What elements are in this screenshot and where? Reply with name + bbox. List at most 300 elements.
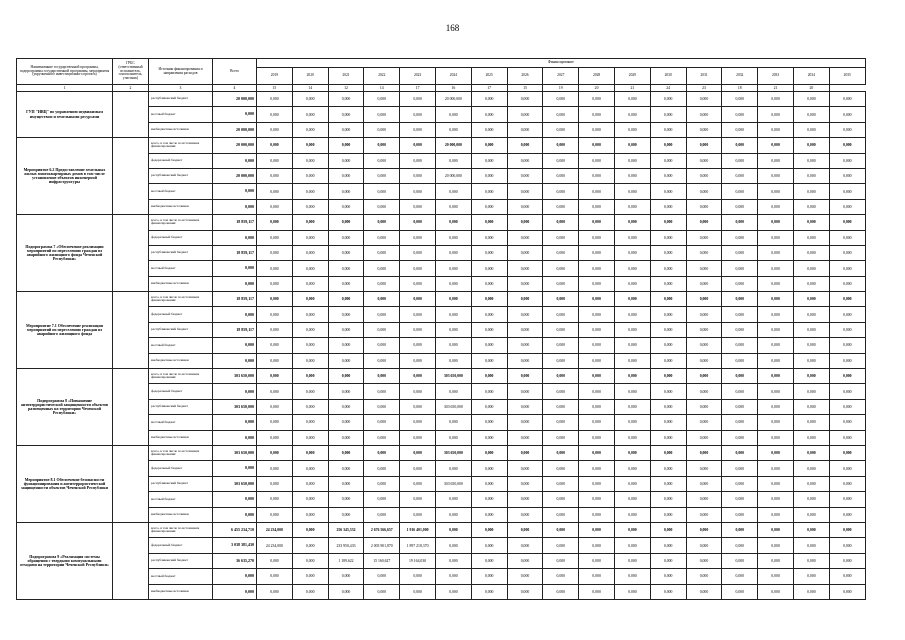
year-value-cell: 0,000	[758, 569, 794, 584]
year-value-cell: 0,000	[257, 276, 293, 291]
year-value-cell: 0,000	[471, 384, 507, 399]
year-value-cell: 0,000	[257, 415, 293, 430]
year-value-cell: 0,000	[686, 399, 722, 414]
year-value-cell: 0,000	[758, 492, 794, 507]
year-value-cell: 0,000	[364, 168, 400, 183]
year-value-cell: 0,000	[292, 168, 328, 183]
total-cell: 20 000,000	[213, 138, 257, 153]
year-value-cell: 0,000	[292, 569, 328, 584]
program-name: Подпрограмма 9 «Реализация системы обращения с твердыми коммунальными отходами на территории Чеченской Республики»	[17, 522, 113, 599]
year-value-cell: 0,000	[435, 276, 471, 291]
year-value-cell: 0,000	[435, 307, 471, 322]
year-value-cell: 0,000	[722, 107, 758, 122]
header-year: 2019	[257, 68, 293, 85]
column-index: 1	[17, 85, 113, 92]
year-value-cell: 0,000	[328, 215, 364, 230]
year-value-cell: 0,000	[543, 122, 579, 137]
year-value-cell: 0,000	[579, 261, 615, 276]
year-value-cell: 0,000	[758, 122, 794, 137]
year-value-cell: 0,000	[257, 199, 293, 214]
year-value-cell: 0,000	[758, 184, 794, 199]
year-value-cell: 0,000	[650, 461, 686, 476]
year-value-cell: 0,000	[292, 415, 328, 430]
header-year: 2024	[435, 68, 471, 85]
year-value-cell: 0,000	[435, 122, 471, 137]
year-value-cell: 0,000	[793, 184, 829, 199]
year-value-cell: 0,000	[758, 138, 794, 153]
year-value-cell: 0,000	[328, 399, 364, 414]
year-value-cell: 0,000	[257, 445, 293, 460]
year-value-cell: 0,000	[400, 353, 436, 368]
year-value-cell: 0,000	[471, 492, 507, 507]
year-value-cell: 0,000	[507, 276, 543, 291]
year-value-cell: 0,000	[829, 430, 865, 445]
column-index: 18	[722, 85, 758, 92]
year-value-cell: 0,000	[793, 584, 829, 599]
year-value-cell: 0,000	[328, 245, 364, 260]
total-cell: 303 650,000	[213, 369, 257, 384]
year-value-cell: 0,000	[722, 538, 758, 553]
funding-source: местный бюджет	[149, 184, 213, 199]
year-value-cell: 0,000	[650, 122, 686, 137]
year-value-cell: 1 916 401,000	[400, 522, 436, 537]
header-year: 2031	[686, 68, 722, 85]
total-cell: 18 859,117	[213, 322, 257, 337]
program-name: ГУП "ИВЦ" по управлению недвижимым имуществом и земельными ресурсами	[17, 92, 113, 138]
column-index: 16	[435, 85, 471, 92]
year-value-cell: 0,000	[829, 92, 865, 107]
year-value-cell: 0,000	[579, 415, 615, 430]
total-cell: 0,000	[213, 276, 257, 291]
year-value-cell: 0,000	[328, 230, 364, 245]
funding-source: федеральный бюджет	[149, 307, 213, 322]
funding-source: республиканский бюджет	[149, 168, 213, 183]
year-value-cell: 0,000	[722, 307, 758, 322]
year-value-cell: 0,000	[686, 522, 722, 537]
year-value-cell: 0,000	[758, 338, 794, 353]
year-value-cell: 0,000	[722, 338, 758, 353]
header-year: 2020	[292, 68, 328, 85]
year-value-cell: 0,000	[614, 138, 650, 153]
year-value-cell: 0,000	[614, 184, 650, 199]
year-value-cell: 0,000	[650, 230, 686, 245]
funding-source: федеральный бюджет	[149, 538, 213, 553]
year-value-cell: 0,000	[543, 261, 579, 276]
year-value-cell: 0,000	[614, 199, 650, 214]
funding-source: всего, в том числе по источникам финансирования:	[149, 369, 213, 384]
year-value-cell: 0,000	[686, 153, 722, 168]
year-value-cell: 0,000	[722, 507, 758, 522]
year-value-cell: 0,000	[614, 215, 650, 230]
year-value-cell: 0,000	[829, 369, 865, 384]
year-value-cell: 0,000	[614, 353, 650, 368]
column-index-row	[17, 85, 866, 92]
year-value-cell: 0,000	[650, 522, 686, 537]
year-value-cell: 0,000	[722, 184, 758, 199]
column-index: 23	[686, 85, 722, 92]
total-cell: 18 859,117	[213, 292, 257, 307]
year-value-cell: 0,000	[507, 522, 543, 537]
year-value-cell: 20 000,000	[435, 92, 471, 107]
column-index: 12	[328, 85, 364, 92]
year-value-cell: 0,000	[507, 461, 543, 476]
year-value-cell: 0,000	[364, 122, 400, 137]
year-value-cell: 0,000	[292, 507, 328, 522]
year-value-cell: 0,000	[793, 569, 829, 584]
year-value-cell: 0,000	[758, 230, 794, 245]
year-value-cell: 0,000	[758, 153, 794, 168]
year-value-cell: 0,000	[793, 553, 829, 568]
funding-source: внебюджетные источники	[149, 353, 213, 368]
total-cell: 303 650,000	[213, 399, 257, 414]
header-year: 2023	[400, 68, 436, 85]
year-value-cell: 0,000	[650, 569, 686, 584]
year-value-cell: 0,000	[758, 92, 794, 107]
year-value-cell: 0,000	[292, 522, 328, 537]
year-value-cell: 0,000	[364, 584, 400, 599]
year-value-cell: 0,000	[758, 430, 794, 445]
column-index: 21	[614, 85, 650, 92]
year-value-cell: 0,000	[400, 399, 436, 414]
year-value-cell: 0,000	[686, 353, 722, 368]
year-value-cell: 0,000	[364, 461, 400, 476]
year-value-cell: 1 189,622	[328, 553, 364, 568]
year-value-cell: 0,000	[328, 492, 364, 507]
year-value-cell: 0,000	[292, 353, 328, 368]
year-value-cell: 0,000	[758, 461, 794, 476]
year-value-cell: 0,000	[650, 92, 686, 107]
year-value-cell: 0,000	[650, 199, 686, 214]
year-value-cell: 0,000	[471, 276, 507, 291]
year-value-cell: 0,000	[400, 215, 436, 230]
year-value-cell: 0,000	[471, 245, 507, 260]
year-value-cell: 0,000	[686, 430, 722, 445]
year-value-cell: 0,000	[543, 399, 579, 414]
year-value-cell: 0,000	[722, 153, 758, 168]
funding-source: внебюджетные источники	[149, 199, 213, 214]
year-value-cell: 0,000	[257, 384, 293, 399]
header-year: 2025	[471, 68, 507, 85]
year-value-cell: 0,000	[543, 276, 579, 291]
funding-source: местный бюджет	[149, 569, 213, 584]
year-value-cell: 0,000	[793, 168, 829, 183]
year-value-cell: 0,000	[829, 569, 865, 584]
year-value-cell: 0,000	[292, 307, 328, 322]
year-value-cell: 0,000	[435, 538, 471, 553]
year-value-cell: 0,000	[614, 569, 650, 584]
year-value-cell: 0,000	[328, 384, 364, 399]
year-value-cell: 0,000	[543, 215, 579, 230]
year-value-cell: 0,000	[364, 245, 400, 260]
header-year: 2022	[364, 68, 400, 85]
year-value-cell: 0,000	[829, 199, 865, 214]
year-value-cell: 0,000	[686, 584, 722, 599]
year-value-cell: 0,000	[471, 553, 507, 568]
year-value-cell: 0,000	[292, 199, 328, 214]
year-value-cell: 0,000	[507, 384, 543, 399]
year-value-cell: 0,000	[829, 215, 865, 230]
total-cell: 0,000	[213, 184, 257, 199]
year-value-cell: 0,000	[722, 199, 758, 214]
year-value-cell: 0,000	[400, 384, 436, 399]
year-value-cell: 0,000	[543, 430, 579, 445]
year-value-cell: 0,000	[758, 107, 794, 122]
year-value-cell: 0,000	[507, 230, 543, 245]
year-value-cell: 0,000	[758, 276, 794, 291]
year-value-cell: 0,000	[829, 522, 865, 537]
year-value-cell: 0,000	[257, 261, 293, 276]
total-cell: 20 000,000	[213, 168, 257, 183]
column-index: 14	[364, 85, 400, 92]
year-value-cell: 0,000	[543, 292, 579, 307]
year-value-cell: 0,000	[686, 122, 722, 137]
year-value-cell: 0,000	[579, 476, 615, 491]
year-value-cell: 0,000	[614, 507, 650, 522]
year-value-cell: 0,000	[829, 445, 865, 460]
year-value-cell: 0,000	[328, 445, 364, 460]
funding-source: федеральный бюджет	[149, 153, 213, 168]
year-value-cell: 0,000	[400, 122, 436, 137]
year-value-cell: 0,000	[292, 584, 328, 599]
year-value-cell: 0,000	[650, 384, 686, 399]
year-value-cell: 0,000	[364, 307, 400, 322]
year-value-cell: 0,000	[829, 184, 865, 199]
year-value-cell: 0,000	[257, 553, 293, 568]
year-value-cell: 0,000	[435, 292, 471, 307]
year-value-cell: 0,000	[292, 553, 328, 568]
header-year: 2034	[793, 68, 829, 85]
year-value-cell: 0,000	[292, 184, 328, 199]
year-value-cell: 0,000	[793, 138, 829, 153]
year-value-cell: 0,000	[614, 230, 650, 245]
year-value-cell: 0,000	[793, 261, 829, 276]
year-value-cell: 0,000	[435, 322, 471, 337]
year-value-cell: 0,000	[722, 569, 758, 584]
year-value-cell: 0,000	[686, 199, 722, 214]
year-value-cell: 0,000	[829, 307, 865, 322]
year-value-cell: 0,000	[722, 445, 758, 460]
year-value-cell: 0,000	[686, 369, 722, 384]
year-value-cell: 0,000	[435, 461, 471, 476]
year-value-cell: 0,000	[579, 292, 615, 307]
year-value-cell: 0,000	[400, 445, 436, 460]
year-value-cell: 0,000	[579, 369, 615, 384]
year-value-cell: 0,000	[650, 369, 686, 384]
year-value-cell: 0,000	[758, 415, 794, 430]
funding-source: внебюджетные источники	[149, 507, 213, 522]
year-value-cell: 0,000	[364, 199, 400, 214]
total-cell: 18 859,117	[213, 245, 257, 260]
year-value-cell: 0,000	[400, 153, 436, 168]
year-value-cell: 0,000	[758, 507, 794, 522]
year-value-cell: 0,000	[400, 261, 436, 276]
year-value-cell: 0,000	[471, 569, 507, 584]
funding-source: республиканский бюджет	[149, 399, 213, 414]
year-value-cell: 0,000	[364, 138, 400, 153]
year-value-cell: 0,000	[722, 522, 758, 537]
year-value-cell: 0,000	[471, 584, 507, 599]
year-value-cell: 0,000	[793, 507, 829, 522]
year-value-cell: 0,000	[722, 292, 758, 307]
year-value-cell: 0,000	[257, 461, 293, 476]
year-value-cell: 0,000	[543, 476, 579, 491]
year-value-cell: 0,000	[829, 584, 865, 599]
year-value-cell: 0,000	[650, 353, 686, 368]
year-value-cell: 0,000	[793, 215, 829, 230]
total-cell: 303 650,000	[213, 476, 257, 491]
year-value-cell: 0,000	[793, 122, 829, 137]
year-value-cell: 0,000	[328, 369, 364, 384]
year-value-cell: 0,000	[579, 322, 615, 337]
year-value-cell: 0,000	[435, 338, 471, 353]
year-value-cell: 0,000	[614, 476, 650, 491]
year-value-cell: 0,000	[543, 138, 579, 153]
year-value-cell: 0,000	[758, 476, 794, 491]
year-value-cell: 0,000	[507, 215, 543, 230]
year-value-cell: 0,000	[543, 353, 579, 368]
year-value-cell: 0,000	[829, 538, 865, 553]
year-value-cell: 0,000	[364, 507, 400, 522]
total-cell: 303 650,000	[213, 445, 257, 460]
year-value-cell: 0,000	[829, 322, 865, 337]
year-value-cell: 0,000	[758, 445, 794, 460]
grbs-cell	[113, 445, 149, 522]
year-value-cell: 0,000	[400, 507, 436, 522]
year-value-cell: 0,000	[829, 122, 865, 137]
year-value-cell: 0,000	[471, 415, 507, 430]
year-value-cell: 0,000	[507, 322, 543, 337]
year-value-cell: 0,000	[292, 276, 328, 291]
year-value-cell: 0,000	[328, 430, 364, 445]
year-value-cell: 0,000	[614, 553, 650, 568]
year-value-cell: 0,000	[400, 276, 436, 291]
year-value-cell: 0,000	[507, 445, 543, 460]
total-cell: 0,000	[213, 507, 257, 522]
header-year: 2032	[722, 68, 758, 85]
year-value-cell: 0,000	[328, 92, 364, 107]
year-value-cell: 0,000	[257, 92, 293, 107]
year-value-cell: 0,000	[579, 445, 615, 460]
year-value-cell: 0,000	[722, 384, 758, 399]
year-value-cell: 0,000	[579, 92, 615, 107]
year-value-cell: 20 000,000	[435, 168, 471, 183]
table-row	[17, 138, 866, 153]
year-value-cell: 0,000	[507, 369, 543, 384]
year-value-cell: 0,000	[257, 307, 293, 322]
grbs-cell	[113, 138, 149, 215]
year-value-cell: 0,000	[614, 461, 650, 476]
year-value-cell: 0,000	[328, 184, 364, 199]
year-value-cell: 0,000	[758, 353, 794, 368]
year-value-cell: 0,000	[257, 245, 293, 260]
year-value-cell: 0,000	[435, 230, 471, 245]
year-value-cell: 0,000	[614, 153, 650, 168]
year-value-cell: 0,000	[650, 153, 686, 168]
year-value-cell: 0,000	[686, 415, 722, 430]
year-value-cell: 0,000	[400, 92, 436, 107]
header-grbs: ГРБС (ответственный исполнитель, соисполнитель, участник)	[113, 59, 149, 85]
year-value-cell: 0,000	[507, 476, 543, 491]
funding-source: республиканский бюджет	[149, 92, 213, 107]
year-value-cell: 0,000	[364, 338, 400, 353]
program-name: Мероприятие 7.1 Обеспечение реализации мероприятий по переселению граждан из аварийного жилищного фонда	[17, 292, 113, 369]
grbs-cell	[113, 369, 149, 446]
year-value-cell: 0,000	[722, 399, 758, 414]
column-index: 2	[113, 85, 149, 92]
year-value-cell: 0,000	[686, 245, 722, 260]
year-value-cell: 0,000	[722, 415, 758, 430]
year-value-cell: 0,000	[829, 245, 865, 260]
year-value-cell: 0,000	[793, 415, 829, 430]
year-value-cell: 0,000	[471, 338, 507, 353]
year-value-cell: 0,000	[829, 276, 865, 291]
year-value-cell: 0,000	[686, 538, 722, 553]
funding-source: всего, в том числе по источникам финансирования:	[149, 138, 213, 153]
year-value-cell: 0,000	[579, 107, 615, 122]
year-value-cell: 0,000	[579, 584, 615, 599]
year-value-cell: 0,000	[758, 261, 794, 276]
year-value-cell: 0,000	[650, 168, 686, 183]
year-value-cell: 0,000	[471, 138, 507, 153]
year-value-cell: 0,000	[650, 584, 686, 599]
year-value-cell: 0,000	[364, 107, 400, 122]
year-value-cell: 0,000	[292, 153, 328, 168]
year-value-cell: 0,000	[364, 569, 400, 584]
year-value-cell: 0,000	[507, 399, 543, 414]
year-value-cell: 0,000	[650, 492, 686, 507]
year-value-cell: 0,000	[829, 461, 865, 476]
year-value-cell: 0,000	[257, 322, 293, 337]
year-value-cell: 0,000	[507, 307, 543, 322]
year-value-cell: 0,000	[435, 215, 471, 230]
year-value-cell: 0,000	[722, 261, 758, 276]
year-value-cell: 0,000	[543, 184, 579, 199]
year-value-cell: 0,000	[257, 215, 293, 230]
year-value-cell: 0,000	[400, 230, 436, 245]
year-value-cell: 0,000	[400, 199, 436, 214]
year-value-cell: 0,000	[614, 322, 650, 337]
table-row	[17, 92, 866, 107]
year-value-cell: 0,000	[793, 445, 829, 460]
year-value-cell: 0,000	[471, 522, 507, 537]
year-value-cell: 2 003 901,870	[364, 538, 400, 553]
year-value-cell: 0,000	[257, 584, 293, 599]
table-row	[17, 292, 866, 307]
year-value-cell: 0,000	[400, 369, 436, 384]
year-value-cell: 0,000	[579, 245, 615, 260]
year-value-cell: 0,000	[686, 338, 722, 353]
year-value-cell: 0,000	[650, 276, 686, 291]
year-value-cell: 0,000	[257, 399, 293, 414]
year-value-cell: 0,000	[507, 430, 543, 445]
year-value-cell: 0,000	[543, 461, 579, 476]
year-value-cell: 0,000	[758, 522, 794, 537]
year-value-cell: 0,000	[507, 122, 543, 137]
year-value-cell: 0,000	[471, 107, 507, 122]
program-name: Мероприятие 8.1 Обеспечение безопасности функционирования и антитеррористической защищенности объектов Чеченской Республики	[17, 445, 113, 522]
total-cell: 0,000	[213, 107, 257, 122]
year-value-cell: 0,000	[758, 168, 794, 183]
year-value-cell: 0,000	[257, 153, 293, 168]
year-value-cell: 0,000	[435, 569, 471, 584]
total-cell: 20 000,000	[213, 122, 257, 137]
year-value-cell: 0,000	[507, 338, 543, 353]
year-value-cell: 0,000	[543, 230, 579, 245]
year-value-cell: 0,000	[543, 522, 579, 537]
year-value-cell: 0,000	[686, 215, 722, 230]
year-value-cell: 0,000	[435, 184, 471, 199]
year-value-cell: 0,000	[400, 245, 436, 260]
